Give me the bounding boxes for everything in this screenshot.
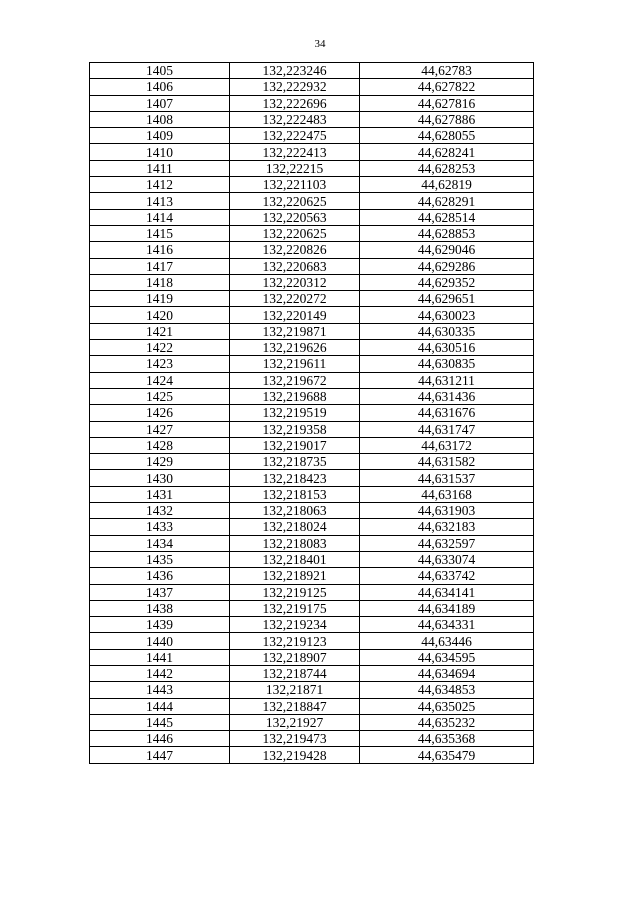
point-number-cell: 1431	[90, 486, 230, 502]
longitude-cell: 132,219017	[230, 437, 360, 453]
point-number-cell: 1447	[90, 747, 230, 763]
table-row	[90, 225, 534, 241]
table-row	[90, 177, 534, 193]
latitude-cell: 44,630835	[360, 356, 534, 372]
longitude-cell: 132,220149	[230, 307, 360, 323]
table-row	[90, 519, 534, 535]
point-number-cell: 1416	[90, 242, 230, 258]
table-row	[90, 307, 534, 323]
point-number-cell: 1405	[90, 63, 230, 79]
longitude-cell: 132,218744	[230, 665, 360, 681]
longitude-cell: 132,220625	[230, 225, 360, 241]
latitude-cell: 44,628291	[360, 193, 534, 209]
table-row	[90, 617, 534, 633]
longitude-cell: 132,220272	[230, 291, 360, 307]
longitude-cell: 132,222413	[230, 144, 360, 160]
point-number-cell: 1419	[90, 291, 230, 307]
table-row	[90, 63, 534, 79]
longitude-cell: 132,219175	[230, 600, 360, 616]
table-row	[90, 95, 534, 111]
table-row	[90, 388, 534, 404]
coordinates-table-body	[90, 63, 534, 764]
longitude-cell: 132,219473	[230, 731, 360, 747]
longitude-cell: 132,219626	[230, 340, 360, 356]
point-number-cell: 1418	[90, 274, 230, 290]
latitude-cell: 44,631211	[360, 372, 534, 388]
point-number-cell: 1426	[90, 405, 230, 421]
table-row	[90, 160, 534, 176]
longitude-cell: 132,219611	[230, 356, 360, 372]
latitude-cell: 44,634694	[360, 665, 534, 681]
latitude-cell: 44,628253	[360, 160, 534, 176]
latitude-cell: 44,632597	[360, 535, 534, 551]
latitude-cell: 44,63446	[360, 633, 534, 649]
point-number-cell: 1439	[90, 617, 230, 633]
table-row	[90, 372, 534, 388]
longitude-cell: 132,222483	[230, 111, 360, 127]
longitude-cell: 132,219234	[230, 617, 360, 633]
point-number-cell: 1417	[90, 258, 230, 274]
point-number-cell: 1444	[90, 698, 230, 714]
point-number-cell: 1408	[90, 111, 230, 127]
longitude-cell: 132,218921	[230, 568, 360, 584]
latitude-cell: 44,634853	[360, 682, 534, 698]
longitude-cell: 132,220625	[230, 193, 360, 209]
point-number-cell: 1423	[90, 356, 230, 372]
point-number-cell: 1437	[90, 584, 230, 600]
point-number-cell: 1438	[90, 600, 230, 616]
latitude-cell: 44,633074	[360, 551, 534, 567]
latitude-cell: 44,629286	[360, 258, 534, 274]
point-number-cell: 1421	[90, 323, 230, 339]
table-row	[90, 144, 534, 160]
latitude-cell: 44,631582	[360, 454, 534, 470]
latitude-cell: 44,627886	[360, 111, 534, 127]
table-row	[90, 405, 534, 421]
table-row	[90, 209, 534, 225]
point-number-cell: 1411	[90, 160, 230, 176]
point-number-cell: 1414	[90, 209, 230, 225]
longitude-cell: 132,222475	[230, 128, 360, 144]
latitude-cell: 44,631436	[360, 388, 534, 404]
table-row	[90, 649, 534, 665]
table-row	[90, 470, 534, 486]
latitude-cell: 44,632183	[360, 519, 534, 535]
longitude-cell: 132,218423	[230, 470, 360, 486]
latitude-cell: 44,630023	[360, 307, 534, 323]
point-number-cell: 1433	[90, 519, 230, 535]
point-number-cell: 1427	[90, 421, 230, 437]
latitude-cell: 44,628055	[360, 128, 534, 144]
latitude-cell: 44,631676	[360, 405, 534, 421]
latitude-cell: 44,629352	[360, 274, 534, 290]
point-number-cell: 1422	[90, 340, 230, 356]
latitude-cell: 44,629046	[360, 242, 534, 258]
table-row	[90, 584, 534, 600]
point-number-cell: 1429	[90, 454, 230, 470]
latitude-cell: 44,630335	[360, 323, 534, 339]
longitude-cell: 132,21871	[230, 682, 360, 698]
point-number-cell: 1434	[90, 535, 230, 551]
longitude-cell: 132,218083	[230, 535, 360, 551]
longitude-cell: 132,219672	[230, 372, 360, 388]
table-row	[90, 356, 534, 372]
latitude-cell: 44,635479	[360, 747, 534, 763]
point-number-cell: 1406	[90, 79, 230, 95]
table-row	[90, 258, 534, 274]
table-row	[90, 421, 534, 437]
latitude-cell: 44,635368	[360, 731, 534, 747]
point-number-cell: 1412	[90, 177, 230, 193]
table-row	[90, 242, 534, 258]
longitude-cell: 132,219123	[230, 633, 360, 649]
longitude-cell: 132,218907	[230, 649, 360, 665]
table-row	[90, 600, 534, 616]
point-number-cell: 1441	[90, 649, 230, 665]
point-number-cell: 1424	[90, 372, 230, 388]
table-row	[90, 274, 534, 290]
longitude-cell: 132,218024	[230, 519, 360, 535]
latitude-cell: 44,635232	[360, 714, 534, 730]
longitude-cell: 132,219871	[230, 323, 360, 339]
table-row	[90, 568, 534, 584]
point-number-cell: 1435	[90, 551, 230, 567]
point-number-cell: 1407	[90, 95, 230, 111]
latitude-cell: 44,627822	[360, 79, 534, 95]
latitude-cell: 44,631537	[360, 470, 534, 486]
table-row	[90, 340, 534, 356]
table-row	[90, 111, 534, 127]
latitude-cell: 44,634189	[360, 600, 534, 616]
point-number-cell: 1413	[90, 193, 230, 209]
latitude-cell: 44,634595	[360, 649, 534, 665]
point-number-cell: 1428	[90, 437, 230, 453]
longitude-cell: 132,222932	[230, 79, 360, 95]
point-number-cell: 1409	[90, 128, 230, 144]
latitude-cell: 44,627816	[360, 95, 534, 111]
point-number-cell: 1432	[90, 503, 230, 519]
latitude-cell: 44,63168	[360, 486, 534, 502]
longitude-cell: 132,223246	[230, 63, 360, 79]
longitude-cell: 132,218401	[230, 551, 360, 567]
longitude-cell: 132,220312	[230, 274, 360, 290]
latitude-cell: 44,63172	[360, 437, 534, 453]
table-row	[90, 79, 534, 95]
table-row	[90, 486, 534, 502]
latitude-cell: 44,628514	[360, 209, 534, 225]
table-row	[90, 747, 534, 763]
point-number-cell: 1445	[90, 714, 230, 730]
latitude-cell: 44,62819	[360, 177, 534, 193]
longitude-cell: 132,219125	[230, 584, 360, 600]
longitude-cell: 132,221103	[230, 177, 360, 193]
point-number-cell: 1420	[90, 307, 230, 323]
table-row	[90, 551, 534, 567]
latitude-cell: 44,62783	[360, 63, 534, 79]
longitude-cell: 132,219428	[230, 747, 360, 763]
table-row	[90, 454, 534, 470]
table-row	[90, 633, 534, 649]
table-row	[90, 291, 534, 307]
longitude-cell: 132,219358	[230, 421, 360, 437]
table-row	[90, 665, 534, 681]
latitude-cell: 44,631747	[360, 421, 534, 437]
longitude-cell: 132,218735	[230, 454, 360, 470]
table-row	[90, 714, 534, 730]
latitude-cell: 44,634141	[360, 584, 534, 600]
table-row	[90, 128, 534, 144]
latitude-cell: 44,628853	[360, 225, 534, 241]
longitude-cell: 132,220563	[230, 209, 360, 225]
table-row	[90, 731, 534, 747]
point-number-cell: 1436	[90, 568, 230, 584]
latitude-cell: 44,628241	[360, 144, 534, 160]
longitude-cell: 132,21927	[230, 714, 360, 730]
table-row	[90, 323, 534, 339]
longitude-cell: 132,218153	[230, 486, 360, 502]
point-number-cell: 1446	[90, 731, 230, 747]
table-row	[90, 503, 534, 519]
point-number-cell: 1440	[90, 633, 230, 649]
point-number-cell: 1425	[90, 388, 230, 404]
longitude-cell: 132,218063	[230, 503, 360, 519]
latitude-cell: 44,633742	[360, 568, 534, 584]
table-row	[90, 193, 534, 209]
latitude-cell: 44,635025	[360, 698, 534, 714]
point-number-cell: 1442	[90, 665, 230, 681]
longitude-cell: 132,218847	[230, 698, 360, 714]
longitude-cell: 132,220826	[230, 242, 360, 258]
longitude-cell: 132,219519	[230, 405, 360, 421]
table-row	[90, 535, 534, 551]
page-number: 34	[314, 38, 326, 50]
longitude-cell: 132,222696	[230, 95, 360, 111]
longitude-cell: 132,220683	[230, 258, 360, 274]
point-number-cell: 1430	[90, 470, 230, 486]
point-number-cell: 1443	[90, 682, 230, 698]
point-number-cell: 1410	[90, 144, 230, 160]
latitude-cell: 44,630516	[360, 340, 534, 356]
latitude-cell: 44,634331	[360, 617, 534, 633]
table-row	[90, 682, 534, 698]
table-row	[90, 437, 534, 453]
longitude-cell: 132,219688	[230, 388, 360, 404]
coordinates-table	[89, 62, 534, 764]
latitude-cell: 44,629651	[360, 291, 534, 307]
latitude-cell: 44,631903	[360, 503, 534, 519]
table-row	[90, 698, 534, 714]
longitude-cell: 132,22215	[230, 160, 360, 176]
point-number-cell: 1415	[90, 225, 230, 241]
